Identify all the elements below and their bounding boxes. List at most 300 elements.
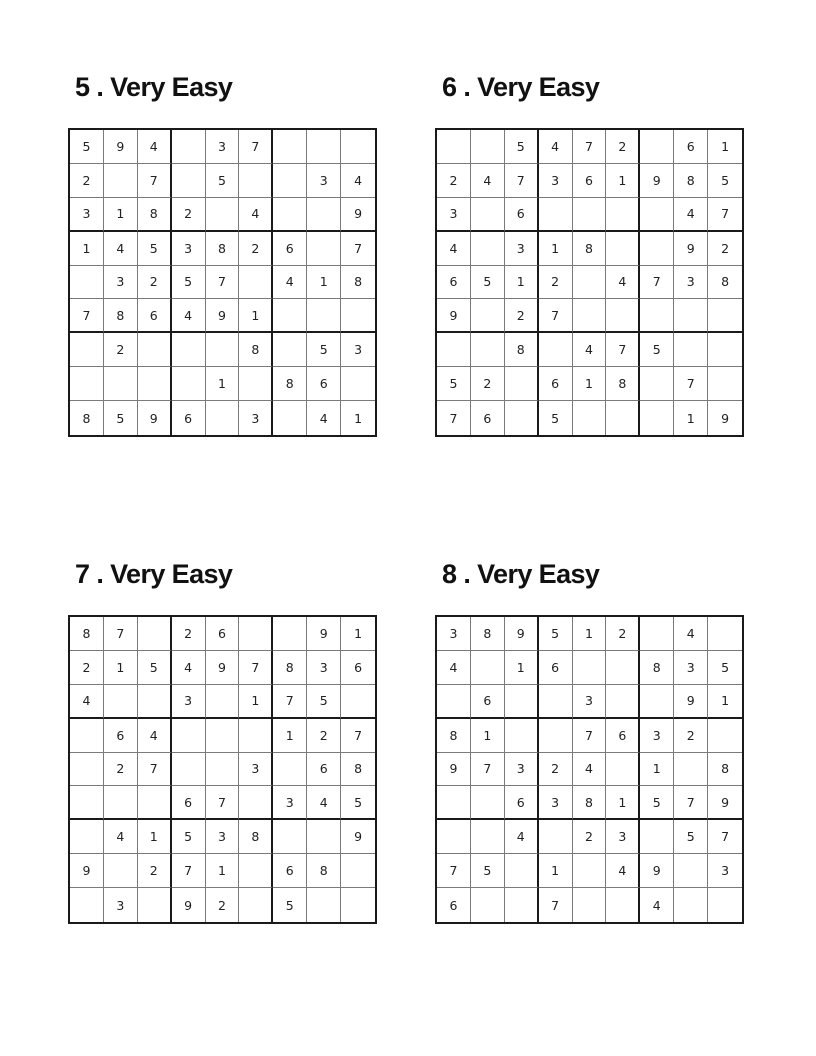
- sudoku-cell: 5: [104, 401, 138, 435]
- sudoku-cell: 4: [138, 719, 172, 753]
- sudoku-cell: [640, 232, 674, 266]
- sudoku-cell: 3: [206, 130, 240, 164]
- sudoku-cell: 2: [206, 888, 240, 922]
- sudoku-cell: 7: [138, 753, 172, 787]
- sudoku-cell: 7: [172, 854, 206, 888]
- sudoku-cell: [341, 685, 375, 719]
- sudoku-cell: [70, 888, 104, 922]
- sudoku-cell: 4: [104, 232, 138, 266]
- sudoku-cell: 4: [437, 651, 471, 685]
- sudoku-cell: 7: [70, 299, 104, 333]
- sudoku-cell: 1: [708, 130, 742, 164]
- sudoku-cell: [606, 888, 640, 922]
- sudoku-cell: 2: [606, 130, 640, 164]
- sudoku-cell: 1: [239, 685, 273, 719]
- sudoku-cell: 7: [341, 719, 375, 753]
- sudoku-cell: 9: [307, 617, 341, 651]
- sudoku-cell: [239, 719, 273, 753]
- sudoku-cell: 5: [206, 164, 240, 198]
- puzzle-title: 6 . Very Easy: [442, 72, 600, 102]
- sudoku-cell: 4: [674, 198, 708, 232]
- sudoku-cell: [239, 367, 273, 401]
- sudoku-cell: 9: [640, 854, 674, 888]
- sudoku-cell: 3: [437, 198, 471, 232]
- sudoku-cell: [206, 401, 240, 435]
- sudoku-cell: [341, 854, 375, 888]
- sudoku-cell: 7: [708, 198, 742, 232]
- sudoku-cell: 7: [573, 719, 607, 753]
- sudoku-cell: 7: [505, 164, 539, 198]
- sudoku-cell: 6: [104, 719, 138, 753]
- sudoku-cell: 6: [505, 786, 539, 820]
- sudoku-cell: 7: [138, 164, 172, 198]
- sudoku-cell: [640, 685, 674, 719]
- sudoku-cell: 5: [471, 266, 505, 300]
- sudoku-cell: 4: [573, 333, 607, 367]
- sudoku-cell: 9: [172, 888, 206, 922]
- sudoku-cell: [539, 333, 573, 367]
- sudoku-cell: [573, 888, 607, 922]
- sudoku-cell: 7: [708, 820, 742, 854]
- sudoku-cell: 9: [138, 401, 172, 435]
- sudoku-cell: 3: [172, 232, 206, 266]
- sudoku-cell: 5: [437, 367, 471, 401]
- sudoku-cell: 5: [539, 617, 573, 651]
- sudoku-cell: [674, 888, 708, 922]
- sudoku-cell: 1: [539, 854, 573, 888]
- sudoku-cell: [206, 685, 240, 719]
- sudoku-cell: 1: [539, 232, 573, 266]
- sudoku-cell: 5: [539, 401, 573, 435]
- sudoku-cell: [640, 130, 674, 164]
- sudoku-cell: [273, 299, 307, 333]
- sudoku-cell: 7: [239, 130, 273, 164]
- sudoku-cell: [708, 888, 742, 922]
- sudoku-cell: 2: [539, 753, 573, 787]
- sudoku-cell: 8: [104, 299, 138, 333]
- sudoku-cell: 5: [307, 333, 341, 367]
- sudoku-cell: 1: [104, 198, 138, 232]
- sudoku-cell: [708, 299, 742, 333]
- sudoku-cell: [172, 333, 206, 367]
- sudoku-cell: [606, 232, 640, 266]
- sudoku-cell: [606, 685, 640, 719]
- sudoku-cell: 7: [104, 617, 138, 651]
- sudoku-cell: 2: [674, 719, 708, 753]
- sudoku-cell: 7: [206, 266, 240, 300]
- sudoku-cell: 2: [172, 198, 206, 232]
- sudoku-cell: [239, 888, 273, 922]
- sudoku-cell: 1: [573, 617, 607, 651]
- sudoku-cell: [70, 786, 104, 820]
- sudoku-cell: 5: [273, 888, 307, 922]
- sudoku-cell: 5: [341, 786, 375, 820]
- sudoku-cell: [606, 198, 640, 232]
- sudoku-cell: 3: [341, 333, 375, 367]
- sudoku-cell: 6: [606, 719, 640, 753]
- sudoku-cell: [138, 367, 172, 401]
- sudoku-cell: [606, 299, 640, 333]
- sudoku-cell: [138, 617, 172, 651]
- sudoku-cell: [104, 367, 138, 401]
- sudoku-cell: 8: [138, 198, 172, 232]
- sudoku-cell: [505, 401, 539, 435]
- sudoku-cell: 1: [606, 786, 640, 820]
- sudoku-cell: [239, 164, 273, 198]
- sudoku-cell: 5: [505, 130, 539, 164]
- sudoku-cell: 4: [341, 164, 375, 198]
- sudoku-cell: 5: [708, 164, 742, 198]
- sudoku-cell: 7: [573, 130, 607, 164]
- sudoku-cell: 8: [307, 854, 341, 888]
- sudoku-cell: 6: [172, 401, 206, 435]
- sudoku-cell: 8: [273, 367, 307, 401]
- sudoku-cell: [273, 198, 307, 232]
- sudoku-cell: 7: [674, 786, 708, 820]
- sudoku-cell: [437, 333, 471, 367]
- sudoku-cell: 9: [708, 786, 742, 820]
- sudoku-cell: [70, 333, 104, 367]
- sudoku-cell: [307, 820, 341, 854]
- sudoku-cell: 2: [505, 299, 539, 333]
- sudoku-cell: [708, 333, 742, 367]
- sudoku-cell: 9: [70, 854, 104, 888]
- sudoku-cell: 3: [505, 753, 539, 787]
- sudoku-cell: 3: [239, 401, 273, 435]
- sudoku-cell: 9: [341, 198, 375, 232]
- puzzle-title: 8 . Very Easy: [442, 559, 600, 589]
- sudoku-cell: 1: [138, 820, 172, 854]
- sudoku-cell: 3: [307, 164, 341, 198]
- sudoku-cell: 1: [708, 685, 742, 719]
- sudoku-grid: [435, 128, 744, 437]
- sudoku-cell: 3: [573, 685, 607, 719]
- sudoku-cell: [640, 198, 674, 232]
- sudoku-cell: [640, 299, 674, 333]
- sudoku-cell: 2: [70, 651, 104, 685]
- sudoku-cell: [341, 130, 375, 164]
- sudoku-cell: 8: [70, 401, 104, 435]
- sudoku-cell: 5: [708, 651, 742, 685]
- sudoku-cell: [708, 719, 742, 753]
- sudoku-cell: 4: [138, 130, 172, 164]
- sudoku-cell: 3: [273, 786, 307, 820]
- sudoku-cell: 4: [437, 232, 471, 266]
- sudoku-cell: [239, 266, 273, 300]
- sudoku-cell: [273, 164, 307, 198]
- sudoku-cell: [437, 130, 471, 164]
- sudoku-cell: 2: [239, 232, 273, 266]
- sudoku-cell: [307, 232, 341, 266]
- sudoku-cell: [471, 786, 505, 820]
- sudoku-cell: 5: [471, 854, 505, 888]
- sudoku-cell: [606, 401, 640, 435]
- sudoku-cell: 9: [721, 410, 730, 426]
- sudoku-cell: 4: [70, 685, 104, 719]
- sudoku-cell: [70, 719, 104, 753]
- sudoku-cell: [172, 164, 206, 198]
- sudoku-cell: 2: [708, 232, 742, 266]
- sudoku-cell: [307, 299, 341, 333]
- sudoku-cell: [640, 401, 674, 435]
- sudoku-cell: 1: [354, 410, 363, 426]
- sudoku-cell: [104, 685, 138, 719]
- sudoku-cell: 2: [539, 266, 573, 300]
- sudoku-cell: 2: [138, 266, 172, 300]
- sudoku-cell: [273, 753, 307, 787]
- sudoku-cell: 6: [138, 299, 172, 333]
- sudoku-cell: [70, 266, 104, 300]
- sudoku-cell: 8: [573, 786, 607, 820]
- sudoku-cell: [172, 719, 206, 753]
- sudoku-cell: 8: [273, 651, 307, 685]
- sudoku-cell: 1: [505, 651, 539, 685]
- sudoku-cell: 6: [273, 854, 307, 888]
- sudoku-cell: [606, 753, 640, 787]
- sudoku-cell: [640, 367, 674, 401]
- sudoku-cell: 5: [172, 266, 206, 300]
- sudoku-cell: 1: [206, 854, 240, 888]
- sudoku-cell: 2: [138, 854, 172, 888]
- sudoku-cell: 8: [505, 333, 539, 367]
- sudoku-cell: 7: [437, 401, 471, 435]
- sudoku-cell: 3: [539, 164, 573, 198]
- sudoku-cell: 6: [573, 164, 607, 198]
- sudoku-cell: 4: [573, 753, 607, 787]
- sudoku-cell: [505, 367, 539, 401]
- sudoku-cell: [206, 753, 240, 787]
- sudoku-cell: 4: [172, 651, 206, 685]
- sudoku-cell: 6: [539, 367, 573, 401]
- sudoku-cell: 9: [341, 820, 375, 854]
- sudoku-cell: 3: [505, 232, 539, 266]
- sudoku-cell: 7: [606, 333, 640, 367]
- sudoku-grid: [435, 615, 744, 924]
- sudoku-cell: [138, 685, 172, 719]
- sudoku-cell: 8: [437, 719, 471, 753]
- sudoku-cell: [573, 299, 607, 333]
- sudoku-cell: [273, 401, 307, 435]
- sudoku-cell: [172, 367, 206, 401]
- sudoku-cell: [273, 333, 307, 367]
- sudoku-cell: [708, 367, 742, 401]
- sudoku-cell: 5: [640, 786, 674, 820]
- sudoku-grid: [68, 128, 377, 437]
- sudoku-cell: 2: [172, 617, 206, 651]
- sudoku-cell: [104, 786, 138, 820]
- sudoku-cell: 1: [640, 753, 674, 787]
- sudoku-cell: 7: [539, 299, 573, 333]
- sudoku-cell: [640, 820, 674, 854]
- sudoku-cell: [307, 130, 341, 164]
- sudoku-cell: 3: [640, 719, 674, 753]
- sudoku-cell: [573, 651, 607, 685]
- sudoku-cell: 7: [239, 651, 273, 685]
- sudoku-cell: [104, 854, 138, 888]
- sudoku-cell: 9: [206, 651, 240, 685]
- sudoku-cell: [471, 130, 505, 164]
- sudoku-cell: [471, 888, 505, 922]
- sudoku-cell: 7: [674, 367, 708, 401]
- sudoku-cell: 6: [437, 266, 471, 300]
- sudoku-cell: [206, 333, 240, 367]
- sudoku-cell: 3: [674, 266, 708, 300]
- sudoku-cell: 9: [206, 299, 240, 333]
- sudoku-cell: 4: [640, 888, 674, 922]
- sudoku-cell: [573, 266, 607, 300]
- sudoku-cell: 1: [471, 719, 505, 753]
- sudoku-cell: [539, 685, 573, 719]
- sudoku-cell: [437, 820, 471, 854]
- sudoku-cell: 6: [505, 198, 539, 232]
- sudoku-cell: 2: [104, 753, 138, 787]
- sudoku-cell: [138, 333, 172, 367]
- sudoku-cell: 5: [138, 651, 172, 685]
- sudoku-cell: 7: [539, 888, 573, 922]
- sudoku-cell: 1: [104, 651, 138, 685]
- sudoku-cell: [573, 401, 607, 435]
- sudoku-cell: [471, 299, 505, 333]
- sudoku-cell: 2: [606, 617, 640, 651]
- sudoku-cell: 5: [138, 232, 172, 266]
- sudoku-cell: [172, 753, 206, 787]
- sudoku-cell: [70, 753, 104, 787]
- sudoku-cell: [70, 367, 104, 401]
- sudoku-cell: 5: [70, 130, 104, 164]
- sudoku-cell: 4: [307, 786, 341, 820]
- sudoku-cell: 8: [206, 232, 240, 266]
- sudoku-cell: 6: [307, 367, 341, 401]
- sudoku-cell: 4: [606, 854, 640, 888]
- sudoku-cell: 5: [172, 820, 206, 854]
- sudoku-cell: [539, 820, 573, 854]
- sudoku-cell: 8: [708, 266, 742, 300]
- sudoku-cell: [273, 820, 307, 854]
- sudoku-cell: 1: [307, 266, 341, 300]
- sudoku-cell: [239, 786, 273, 820]
- sudoku-cell: [138, 786, 172, 820]
- sudoku-cell: 8: [573, 232, 607, 266]
- sudoku-cell: 1: [239, 299, 273, 333]
- sudoku-grid: [68, 615, 377, 924]
- sudoku-cell: 6: [273, 232, 307, 266]
- sudoku-cell: [437, 685, 471, 719]
- sudoku-cell: 3: [539, 786, 573, 820]
- sudoku-cell: 2: [70, 164, 104, 198]
- puzzle-title: 5 . Very Easy: [75, 72, 233, 102]
- sudoku-cell: 4: [606, 266, 640, 300]
- sudoku-cell: [471, 820, 505, 854]
- sudoku-cell: 8: [471, 617, 505, 651]
- sudoku-cell: 5: [640, 333, 674, 367]
- sudoku-cell: 4: [273, 266, 307, 300]
- sudoku-cell: 4: [471, 164, 505, 198]
- sudoku-cell: 4: [539, 130, 573, 164]
- sudoku-cell: 8: [70, 617, 104, 651]
- sudoku-cell: [239, 854, 273, 888]
- sudoku-cell: 9: [104, 130, 138, 164]
- sudoku-cell: 4: [104, 820, 138, 854]
- sudoku-cell: [206, 719, 240, 753]
- sudoku-cell: [505, 685, 539, 719]
- sudoku-cell: [471, 333, 505, 367]
- sudoku-cell: 3: [172, 685, 206, 719]
- sudoku-cell: 9: [505, 617, 539, 651]
- sudoku-cell: 8: [239, 333, 273, 367]
- sudoku-cell: [471, 232, 505, 266]
- puzzle-title: 7 . Very Easy: [75, 559, 233, 589]
- sudoku-cell: 9: [674, 685, 708, 719]
- sudoku-cell: 3: [307, 651, 341, 685]
- sudoku-cell: 6: [471, 685, 505, 719]
- sudoku-cell: 3: [70, 198, 104, 232]
- sudoku-cell: 5: [674, 820, 708, 854]
- sudoku-cell: 3: [437, 617, 471, 651]
- sudoku-cell: 8: [708, 753, 742, 787]
- sudoku-cell: 3: [104, 888, 138, 922]
- sudoku-cell: 6: [172, 786, 206, 820]
- sudoku-cell: [437, 786, 471, 820]
- sudoku-cell: 6: [307, 753, 341, 787]
- sudoku-cell: 3: [708, 854, 742, 888]
- sudoku-cell: 2: [573, 820, 607, 854]
- sudoku-cell: [674, 753, 708, 787]
- sudoku-cell: [573, 854, 607, 888]
- sudoku-cell: 8: [640, 651, 674, 685]
- sudoku-cell: 6: [674, 130, 708, 164]
- sudoku-cell: 1: [341, 617, 375, 651]
- sudoku-cell: 3: [239, 753, 273, 787]
- sudoku-cell: 1: [70, 232, 104, 266]
- sudoku-cell: [708, 617, 742, 651]
- sudoku-cell: [674, 333, 708, 367]
- sudoku-cell: 8: [606, 367, 640, 401]
- sudoku-cell: [606, 651, 640, 685]
- sudoku-cell: [341, 888, 375, 922]
- sudoku-cell: [70, 820, 104, 854]
- sudoku-cell: [273, 130, 307, 164]
- sudoku-cell: [138, 888, 172, 922]
- sudoku-cell: 8: [674, 164, 708, 198]
- sudoku-cell: [674, 299, 708, 333]
- sudoku-cell: 9: [674, 232, 708, 266]
- sudoku-cell: [307, 888, 341, 922]
- sudoku-cell: [674, 854, 708, 888]
- sudoku-cell: [341, 299, 375, 333]
- sudoku-cell: [640, 617, 674, 651]
- sudoku-cell: [505, 719, 539, 753]
- sudoku-cell: 1: [606, 164, 640, 198]
- sudoku-cell: [273, 617, 307, 651]
- sudoku-cell: 5: [307, 685, 341, 719]
- sudoku-cell: [172, 130, 206, 164]
- sudoku-cell: 1: [206, 367, 240, 401]
- sudoku-cell: 9: [437, 299, 471, 333]
- sudoku-cell: 2: [104, 333, 138, 367]
- sudoku-cell: [573, 198, 607, 232]
- sudoku-cell: 6: [341, 651, 375, 685]
- sudoku-cell: 4: [505, 820, 539, 854]
- sudoku-cell: 4: [172, 299, 206, 333]
- sudoku-cell: [471, 198, 505, 232]
- sudoku-cell: 6: [539, 651, 573, 685]
- sudoku-cell: 7: [640, 266, 674, 300]
- sudoku-cell: 9: [640, 164, 674, 198]
- sudoku-cell: 8: [341, 753, 375, 787]
- sudoku-cell: 1: [674, 401, 708, 435]
- sudoku-cell: 2: [437, 164, 471, 198]
- sudoku-cell: 3: [104, 266, 138, 300]
